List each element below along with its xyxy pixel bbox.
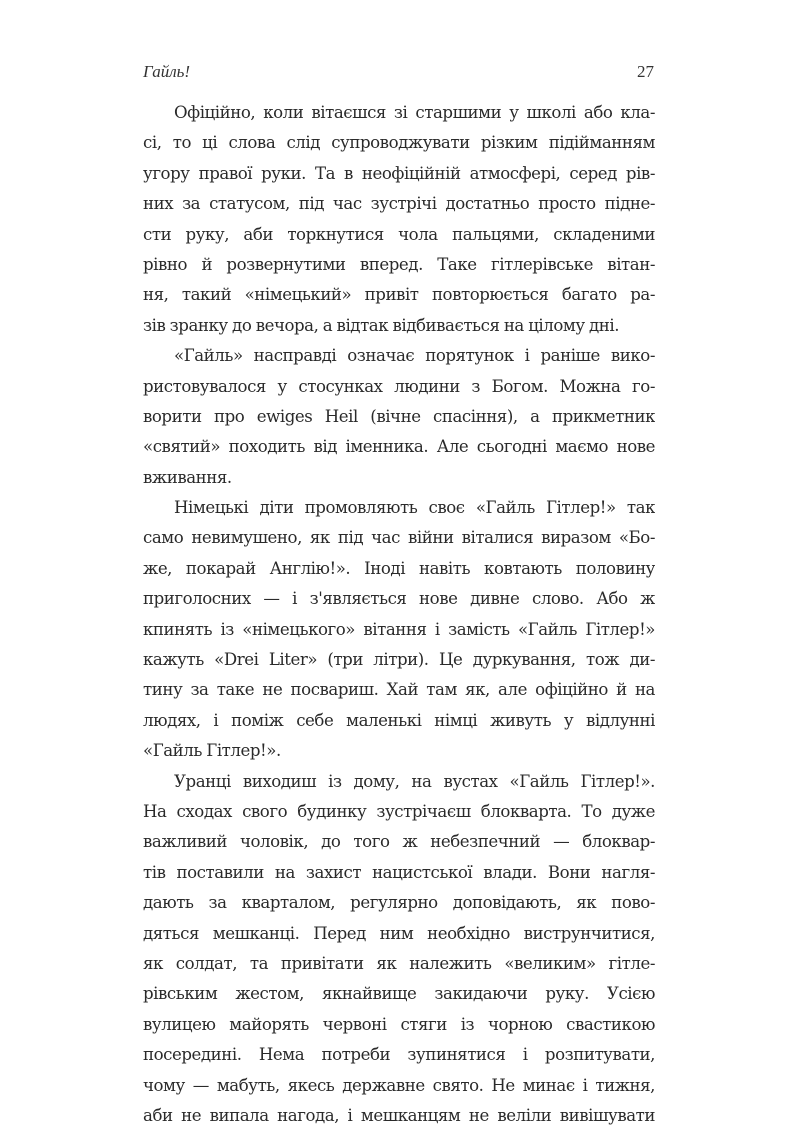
text-line: аби не випала нагода, і мешканцям не веліли вивішувати: [143, 1105, 655, 1125]
text-line: дають за кварталом, регулярно доповідають, як пово-: [143, 893, 655, 913]
text-line: них за статусом, під час зустрічі достатньо просто підне-: [143, 194, 655, 214]
text-line: «Гайль» насправді означає порятунок і раніше вико-: [174, 346, 655, 366]
running-head-title: Гайль!: [143, 62, 191, 81]
text-line: вулицею майорять червоні стяги із чорною свастикою: [143, 1014, 655, 1034]
text-line: На сходах свого будинку зустрічаєш блокварта. То дуже: [143, 801, 655, 821]
text-line: угору правої руки. Та в неофіційній атмосфері, серед рів-: [143, 163, 655, 183]
text-line: як солдат, та привітати як належить «великим» гітле-: [143, 953, 655, 973]
text-line: людях, і поміж себе маленькі німці живуть у відлунні: [143, 710, 655, 730]
text-line: ристовувалося у стосунках людини з Богом. Можна го-: [143, 376, 655, 396]
text-line: вживання.: [143, 467, 232, 487]
text-line: приголосних — і з'являється нове дивне слово. Або ж: [143, 589, 655, 609]
text-line: сти руку, аби торкнутися чола пальцями, складеними: [143, 224, 655, 244]
text-line: сі, то ці слова слід супроводжувати різким підійманням: [143, 133, 655, 153]
text-line: чому — мабуть, якесь державне свято. Не минає і тижня,: [143, 1075, 655, 1095]
text-line: кажуть «Drei Liter» (три літри). Це дуркування, тож ди-: [143, 650, 655, 670]
paragraph-2: [143, 341, 655, 493]
text-line: Офіційно, коли вітаєшся зі старшими у школі або кла-: [174, 103, 655, 122]
text-line: же, покарай Англію!». Іноді навіть ковтають половину: [143, 558, 655, 578]
text-line: кпинять із «німецького» вітання і замість «Гайль Гітлер!»: [143, 619, 655, 639]
text-line: Уранці виходиш із дому, на вустах «Гайль Гітлер!».: [174, 771, 655, 791]
text-line: «Гайль Гітлер!».: [143, 741, 281, 761]
paragraph-4: [143, 767, 655, 1131]
text-line: тину за таке не посвариш. Хай там як, але офіційно й на: [143, 680, 655, 700]
text-line: само невимушено, як під час війни віталися виразом «Бо-: [143, 528, 655, 548]
text-line: «святий» походить від іменника. Але сьогодні маємо нове: [143, 437, 655, 457]
text-line: ня, такий «німецький» привіт повторюється багато ра-: [143, 285, 655, 305]
page-number: 27: [637, 62, 654, 81]
text-line: посередині. Нема потреби зупинятися і розпитувати,: [143, 1045, 655, 1065]
paragraph-3: [143, 493, 655, 767]
text-line: тів поставили на захист нацистської влади. Вони нагля-: [143, 862, 655, 882]
text-line: зів зранку до вечора, а відтак відбивається на цілому дні.: [143, 315, 620, 335]
text-line: рівно й розвернутими вперед. Таке гітлерівське вітан-: [143, 254, 655, 274]
text-line: Німецькі діти промовляють своє «Гайль Гітлер!» так: [174, 498, 655, 518]
body-text: [143, 98, 655, 1131]
text-line: важливий чоловік, до того ж небезпечний — блоквар-: [143, 832, 655, 852]
text-line: дяться мешканці. Перед ним необхідно виструнчитися,: [143, 923, 655, 943]
text-line: рівським жестом, якнайвище закидаючи руку. Усією: [143, 984, 655, 1004]
text-line: ворити про ewiges Heil (вічне спасіння), а прикметник: [143, 406, 655, 426]
paragraph-1: [143, 98, 655, 341]
